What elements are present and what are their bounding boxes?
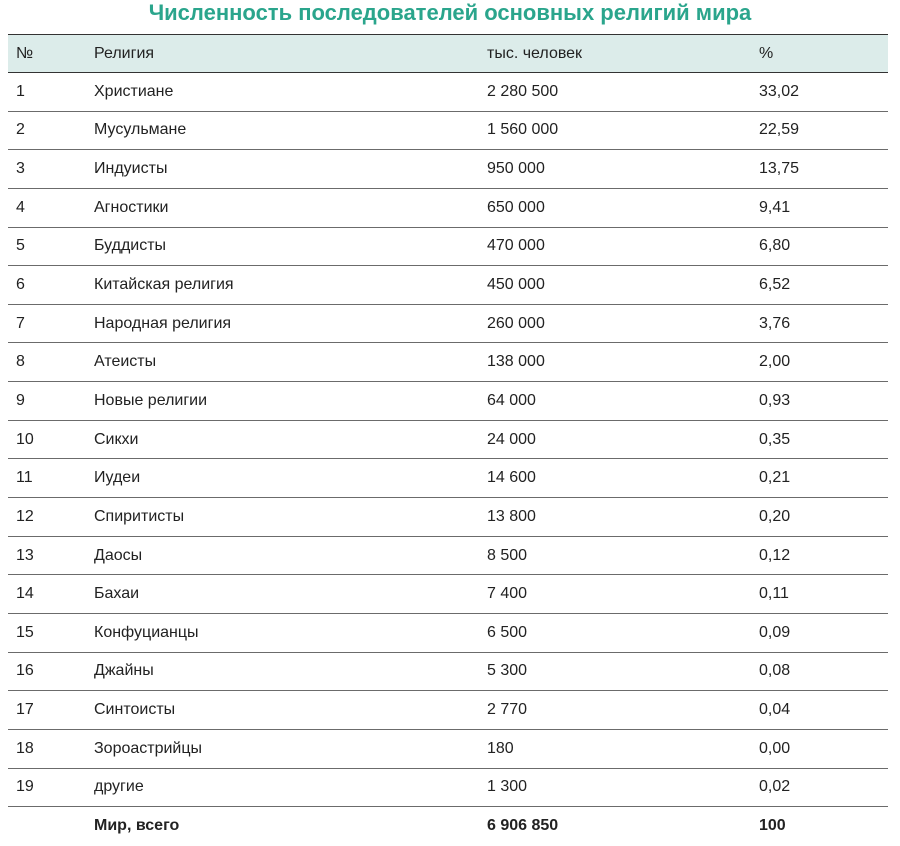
cell-percent: 2,00 [759,353,791,371]
cell-thousands: 6 500 [487,623,528,641]
table-row [8,614,888,653]
cell-religion: Даосы [94,546,143,564]
cell-percent: 0,20 [759,507,791,525]
cell-number: 18 [16,739,34,757]
cell-religion: Сикхи [94,430,139,448]
cell-percent: 0,93 [759,391,791,409]
cell-number: 5 [16,237,25,255]
table-row [8,382,888,421]
cell-number: 9 [16,391,25,409]
cell-religion: Индуисты [94,160,168,178]
cell-percent: 22,59 [759,121,800,139]
cell-thousands: 138 000 [487,353,545,371]
table-row [8,150,888,189]
table-row [8,228,888,267]
cell-number: 8 [16,353,25,371]
table-row [8,575,888,614]
cell-percent: 6,80 [759,237,791,255]
cell-religion: Христиане [94,82,174,100]
cell-thousands: 7 400 [487,585,528,603]
cell-religion: Буддисты [94,237,167,255]
cell-religion: Атеисты [94,353,157,371]
cell-religion: Китайская религия [94,276,234,294]
cell-number: 7 [16,314,25,332]
cell-thousands: 1 560 000 [487,121,559,139]
cell-percent: 0,12 [759,546,791,564]
cell-thousands: 180 [487,739,514,757]
cell-number: 6 [16,276,25,294]
religions-table [8,34,888,846]
cell-thousands: 8 500 [487,546,528,564]
table-row [8,421,888,460]
column-header-percent: % [759,44,774,62]
cell-religion: Бахаи [94,585,140,603]
cell-thousands: 24 000 [487,430,536,448]
cell-thousands: 450 000 [487,276,545,294]
cell-number: 19 [16,778,34,796]
cell-thousands: 13 800 [487,507,536,525]
cell-thousands: 14 600 [487,469,536,487]
table-row [8,73,888,112]
cell-thousands: 260 000 [487,314,545,332]
cell-number: 11 [16,469,33,487]
cell-percent: 0,00 [759,739,791,757]
cell-religion: Иудеи [94,469,141,487]
cell-religion: Конфуцианцы [94,623,199,641]
table-row [8,537,888,576]
table-row [8,343,888,382]
cell-percent: 33,02 [759,82,800,100]
cell-religion: Народная религия [94,314,232,332]
table-header-row [8,34,888,73]
table-row [8,459,888,498]
cell-religion: Спиритисты [94,507,185,525]
column-header-religion: Религия [94,44,155,62]
table-row [8,266,888,305]
cell-percent: 9,41 [759,198,791,216]
table-row [8,189,888,228]
table-total-row [8,807,888,846]
cell-thousands: 650 000 [487,198,545,216]
cell-percent: 6,52 [759,276,791,294]
cell-percent: 0,21 [759,469,791,487]
cell-percent: 0,04 [759,701,791,719]
table-row [8,498,888,537]
cell-percent: 0,11 [759,585,789,603]
column-header-thousands: тыс. человек [487,44,583,62]
table-row [8,305,888,344]
table-row [8,112,888,151]
cell-thousands: 2 770 [487,701,528,719]
table-row [8,769,888,808]
cell-number: 1 [16,82,25,100]
cell-number: 4 [16,198,25,216]
cell-religion: Мусульмане [94,121,187,139]
cell-number: 16 [16,662,34,680]
cell-number: 13 [16,546,34,564]
cell-thousands: 5 300 [487,662,528,680]
cell-number: 10 [16,430,34,448]
cell-religion: Джайны [94,662,154,680]
cell-percent: 0,08 [759,662,791,680]
table-row [8,730,888,769]
cell-percent: 0,09 [759,623,791,641]
cell-religion: Агностики [94,198,169,216]
cell-number: 17 [16,701,34,719]
table-body [8,73,888,807]
cell-religion: Синтоисты [94,701,176,719]
column-header-number: № [16,44,34,62]
cell-number: 14 [16,585,34,603]
cell-percent: 0,02 [759,778,791,796]
total-label: Мир, всего [94,817,180,835]
cell-percent: 13,75 [759,160,800,178]
cell-percent: 3,76 [759,314,791,332]
table-row [8,691,888,730]
table-title: Численность последователей основных религий мира [148,0,752,25]
cell-thousands: 1 300 [487,778,528,796]
cell-number: 3 [16,160,25,178]
total-percent: 100 [759,817,786,835]
cell-number: 15 [16,623,34,641]
cell-number: 12 [16,507,34,525]
cell-religion: Новые религии [94,391,208,409]
cell-thousands: 470 000 [487,237,545,255]
total-thousands: 6 906 850 [487,817,559,835]
cell-number: 2 [16,121,25,139]
cell-percent: 0,35 [759,430,791,448]
cell-thousands: 2 280 500 [487,82,559,100]
cell-thousands: 950 000 [487,160,545,178]
cell-thousands: 64 000 [487,391,536,409]
cell-religion: другие [94,778,144,796]
cell-religion: Зороастрийцы [94,739,203,757]
table-row [8,653,888,692]
